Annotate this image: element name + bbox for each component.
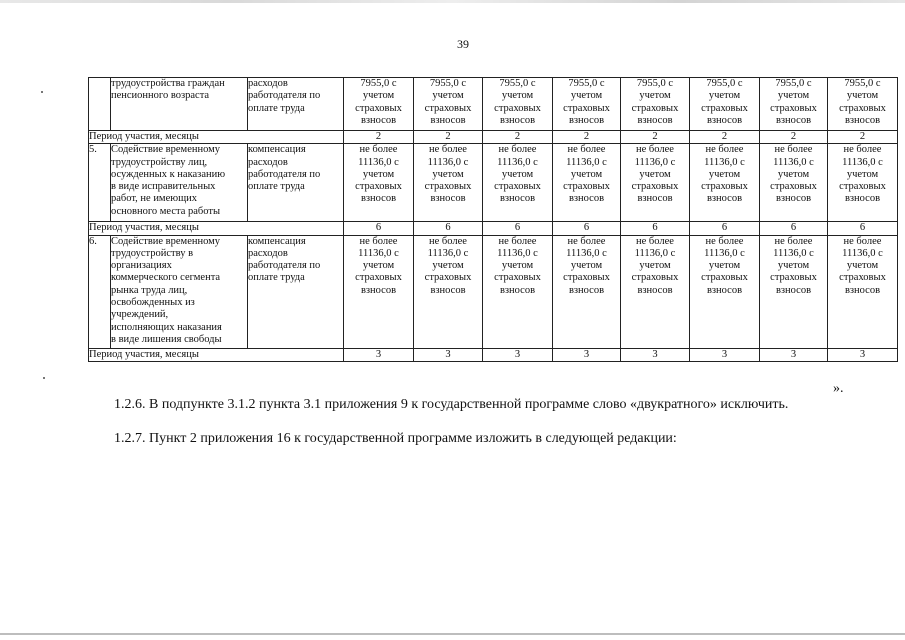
value-cell: 7955,0 с учетом страховых взносов [828, 78, 898, 131]
value-cell: не более 11136,0 с учетом страховых взносов [621, 235, 690, 348]
period-value: 6 [621, 222, 690, 235]
table-row [89, 144, 898, 222]
period-label: Период участия, месяцы [89, 131, 344, 144]
period-value: 6 [414, 222, 483, 235]
period-value: 6 [483, 222, 553, 235]
table-row [89, 78, 898, 131]
cost-type-cell: компенсация расходов работодателя по оплате труда [248, 235, 344, 348]
value-cell: не более 11136,0 с учетом страховых взносов [344, 144, 414, 222]
value-cell: не более 11136,0 с учетом страховых взносов [760, 144, 828, 222]
period-value: 6 [344, 222, 414, 235]
period-value: 3 [483, 348, 553, 361]
period-value: 2 [690, 131, 760, 144]
value-cell: не более 11136,0 с учетом страховых взносов [553, 235, 621, 348]
value-cell: не более 11136,0 с учетом страховых взносов [553, 144, 621, 222]
row-number-cell [89, 78, 111, 131]
row-number-cell: 5. [89, 144, 111, 222]
value-cell: 7955,0 с учетом страховых взносов [760, 78, 828, 131]
measure-cell: Содействие временному трудоустройству в организациях коммерческого сегмента рынка труда лиц, освобожденных из учреждений, исполняющих наказания в виде лишения свободы [111, 235, 248, 348]
funding-table [88, 77, 898, 362]
row-number-cell: 6. [89, 235, 111, 348]
closing-quote: ». [833, 381, 844, 396]
period-value: 3 [621, 348, 690, 361]
paragraph-1-2-6: 1.2.6. В подпункте 3.1.2 пункта 3.1 приложения 9 к государственной программе слово «двукратного» исключить. [114, 397, 789, 412]
value-cell: 7955,0 с учетом страховых взносов [414, 78, 483, 131]
value-cell: не более 11136,0 с учетом страховых взносов [414, 144, 483, 222]
period-value: 3 [690, 348, 760, 361]
scan-edge-top [0, 0, 905, 3]
period-value: 6 [760, 222, 828, 235]
cost-type-cell: расходов работодателя по оплате труда [248, 78, 344, 131]
period-value: 3 [414, 348, 483, 361]
scan-speck [43, 377, 45, 379]
value-cell: 7955,0 с учетом страховых взносов [344, 78, 414, 131]
period-value: 2 [553, 131, 621, 144]
value-cell: не более 11136,0 с учетом страховых взносов [414, 235, 483, 348]
value-cell: 7955,0 с учетом страховых взносов [483, 78, 553, 131]
value-cell: не более 11136,0 с учетом страховых взносов [690, 144, 760, 222]
measure-cell: Содействие временному трудоустройству лиц, осужденных к наказанию в виде исправительных работ, не имеющих основного места работы [111, 144, 248, 222]
period-value: 6 [828, 222, 898, 235]
period-value: 2 [828, 131, 898, 144]
period-row [89, 222, 898, 235]
value-cell: не более 11136,0 с учетом страховых взносов [828, 144, 898, 222]
value-cell: не более 11136,0 с учетом страховых взносов [621, 144, 690, 222]
value-cell: не более 11136,0 с учетом страховых взносов [483, 144, 553, 222]
period-value: 6 [690, 222, 760, 235]
paragraph-1-2-7: 1.2.7. Пункт 2 приложения 16 к государственной программе изложить в следующей редакции: [114, 431, 677, 446]
period-label: Период участия, месяцы [89, 348, 344, 361]
period-value: 6 [553, 222, 621, 235]
period-value: 2 [414, 131, 483, 144]
period-value: 2 [483, 131, 553, 144]
value-cell: не более 11136,0 с учетом страховых взносов [344, 235, 414, 348]
value-cell: не более 11136,0 с учетом страховых взносов [690, 235, 760, 348]
period-value: 2 [344, 131, 414, 144]
period-value: 2 [621, 131, 690, 144]
value-cell: не более 11136,0 с учетом страховых взносов [828, 235, 898, 348]
value-cell: 7955,0 с учетом страховых взносов [621, 78, 690, 131]
scan-speck [41, 91, 43, 93]
period-label: Период участия, месяцы [89, 222, 344, 235]
period-row [89, 348, 898, 361]
cost-type-cell: компенсация расходов работодателя по оплате труда [248, 144, 344, 222]
period-value: 3 [828, 348, 898, 361]
value-cell: не более 11136,0 с учетом страховых взносов [760, 235, 828, 348]
period-value: 2 [760, 131, 828, 144]
value-cell: 7955,0 с учетом страховых взносов [690, 78, 760, 131]
period-value: 3 [760, 348, 828, 361]
period-value: 3 [553, 348, 621, 361]
table-row [89, 235, 898, 348]
measure-cell: трудоустройства граждан пенсионного возраста [111, 78, 248, 131]
value-cell: не более 11136,0 с учетом страховых взносов [483, 235, 553, 348]
period-row [89, 131, 898, 144]
page-number: 39 [457, 37, 469, 51]
scan-edge-bottom [0, 633, 905, 635]
period-value: 3 [344, 348, 414, 361]
value-cell: 7955,0 с учетом страховых взносов [553, 78, 621, 131]
